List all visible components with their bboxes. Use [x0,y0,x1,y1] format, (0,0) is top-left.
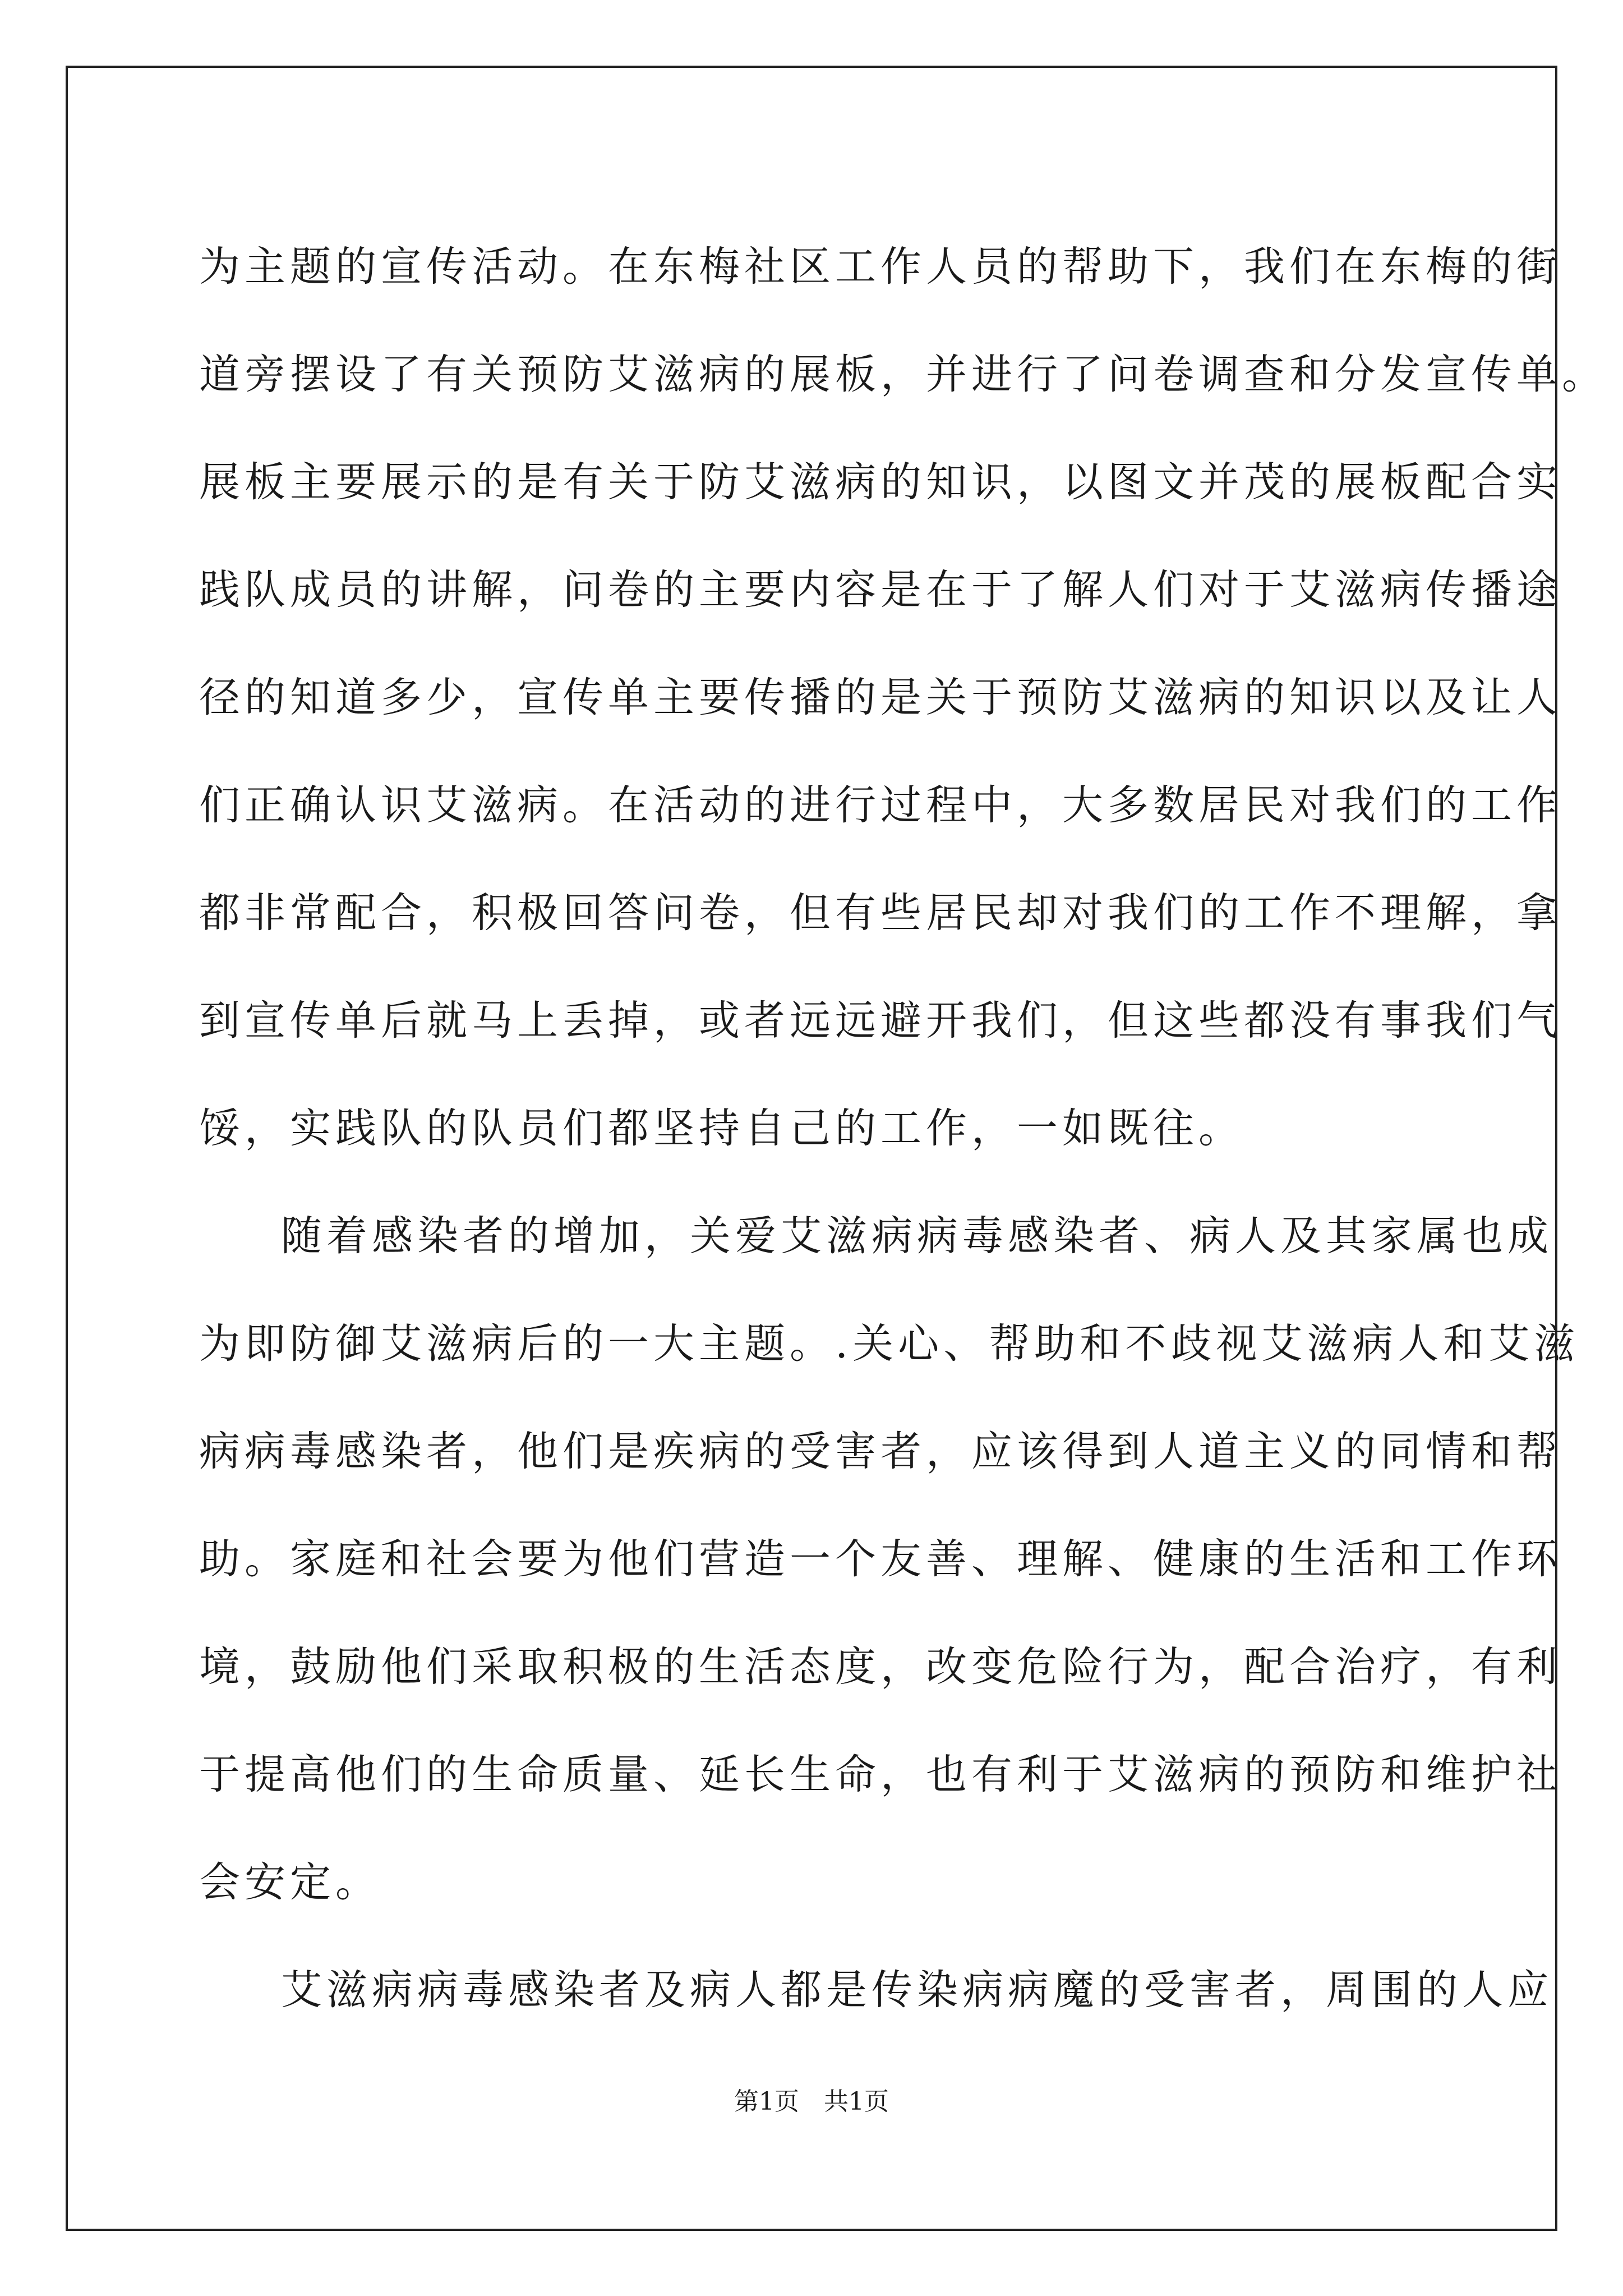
text-line: 们正确认识艾滋病。在活动的进行过程中，大多数居民对我们的工作 [199,781,1562,829]
paragraph-start-line: 随着感染者的增加，关爱艾滋病病毒感染者、病人及其家属也成 [281,1212,1553,1260]
text-line: 践队成员的讲解，问卷的主要内容是在于了解人们对于艾滋病传播途 [199,566,1562,614]
text-line: 会安定。 [199,1858,381,1906]
text-line: 道旁摆设了有关预防艾滋病的展板，并进行了问卷调查和分发宣传单。 [199,351,1607,398]
text-line: 展板主要展示的是有关于防艾滋病的知识，以图文并茂的展板配合实 [199,458,1562,506]
document-body [199,213,1607,2044]
text-line: 境，鼓励他们采取积极的生活态度，改变危险行为，配合治疗，有利 [199,1643,1562,1691]
text-line: 径的知道多少，宣传单主要传播的是关于预防艾滋病的知识以及让人 [199,674,1562,721]
text-line: 为主题的宣传活动。在东梅社区工作人员的帮助下，我们在东梅的街 [199,243,1562,291]
text-line: 都非常配合，积极回答问卷，但有些居民却对我们的工作不理解，拿 [199,889,1562,937]
page-footer [0,2081,1623,2117]
text-line: 到宣传单后就马上丢掉，或者远远避开我们，但这些都没有事我们气 [199,997,1562,1045]
text-line: 于提高他们的生命质量、延长生命，也有利于艾滋病的预防和维护社 [199,1751,1562,1798]
text-line: 馁，实践队的队员们都坚持自己的工作，一如既往。 [199,1105,1244,1152]
paragraph-start-line: 艾滋病病毒感染者及病人都是传染病病魔的受害者，周围的人应 [281,1966,1553,2014]
text-line: 为即防御艾滋病后的一大主题。.关心、帮助和不歧视艾滋病人和艾滋 [199,1320,1580,1368]
page-number: 第1页 共1页 [734,2087,889,2116]
text-line: 病病毒感染者，他们是疾病的受害者，应该得到人道主义的同情和帮 [199,1428,1562,1475]
text-line: 助。家庭和社会要为他们营造一个友善、理解、健康的生活和工作环 [199,1535,1562,1583]
